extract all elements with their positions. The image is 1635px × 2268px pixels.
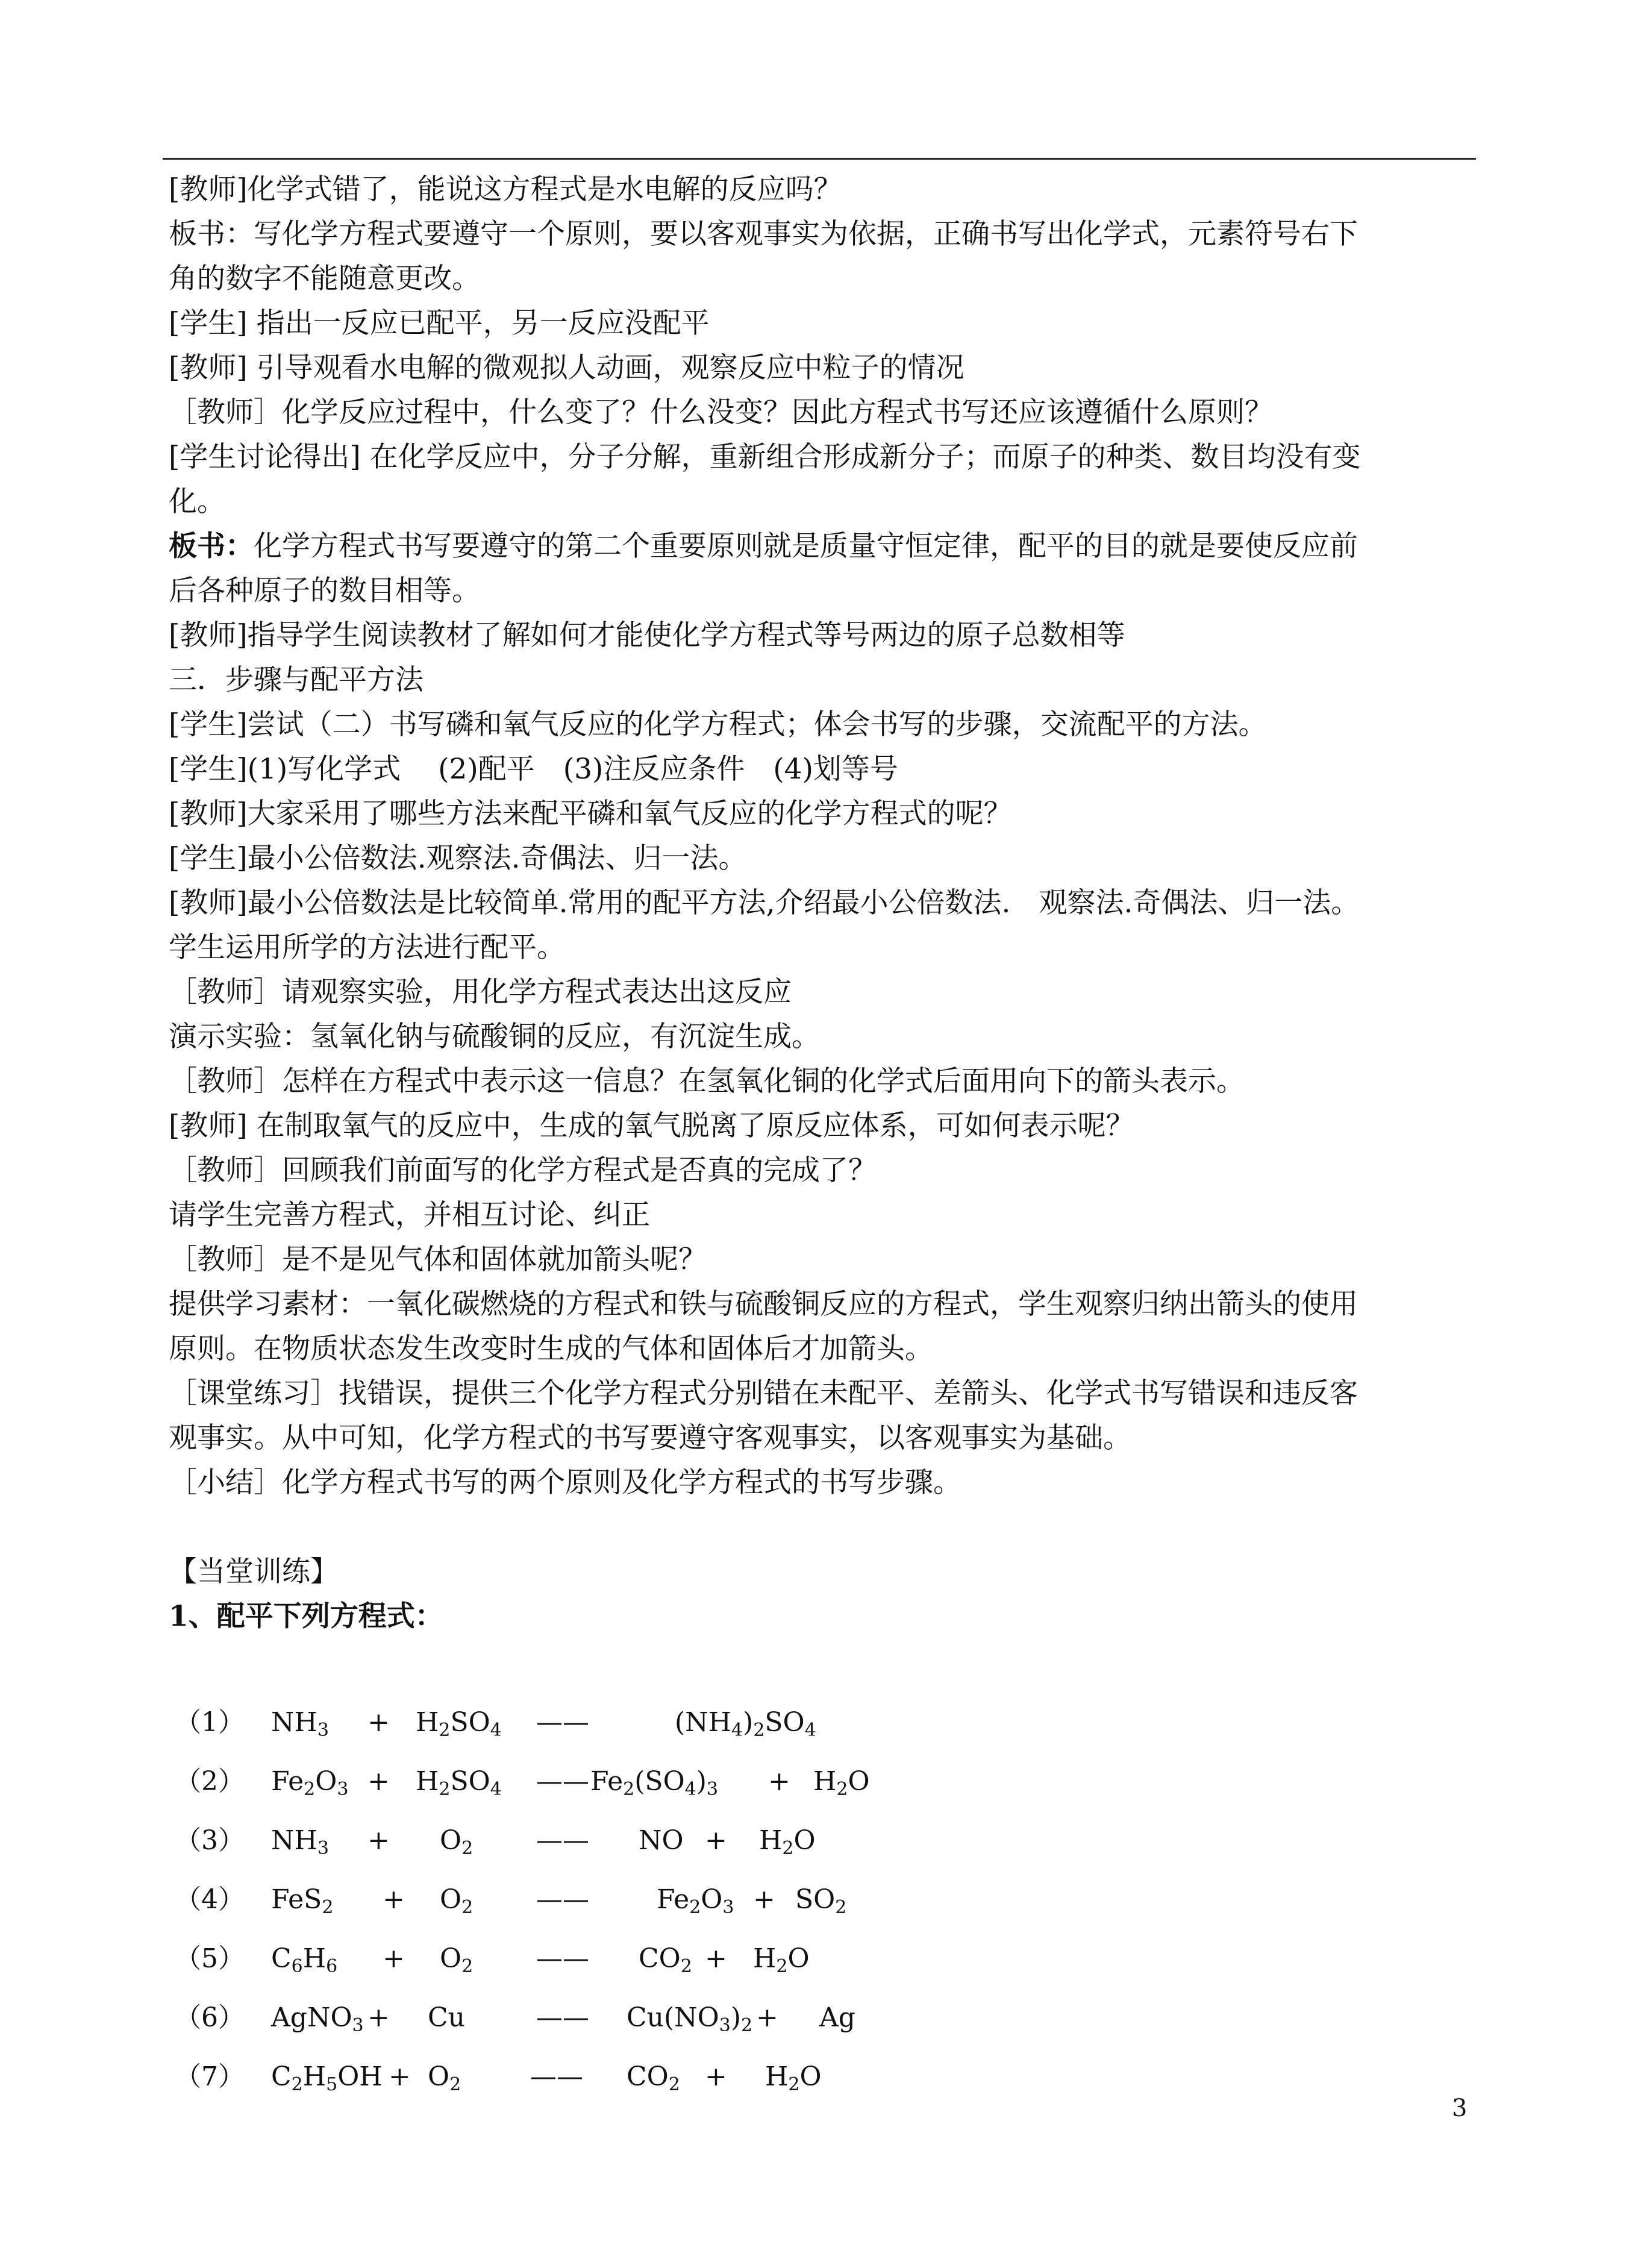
text-line: 学生运用所学的方法进行配平。 <box>169 931 565 964</box>
equation-arrow: —— <box>536 2002 589 2033</box>
text-line: 提供学习素材：一氧化碳燃烧的方程式和铁与硫酸铜反应的方程式，学生观察归纳出箭头的使用 <box>169 1288 1358 1321</box>
equation-a: $C_2H_5OH$ <box>271 2061 383 2095</box>
equation-a: AgNO$_3$ <box>271 2002 364 2036</box>
equation-num: （4） <box>175 1884 245 1915</box>
text-line: [学生讨论得出] 在化学反应中，分子分解，重新组合形成新分子；而原子的种类、数目均没有变 <box>169 440 1361 474</box>
equation-a: $NH_3$ <box>271 1825 329 1859</box>
equation-op2: + <box>705 2061 727 2092</box>
equation-op2: + <box>753 1884 775 1915</box>
equation-op1: + <box>367 1825 390 1856</box>
text-line: [教师]指导学生阅读教材了解如何才能使化学方程式等号两边的原子总数相等 <box>169 619 1125 652</box>
equation-op1: + <box>367 1707 390 1738</box>
text-line: 请学生完善方程式，并相互讨论、纠正 <box>169 1198 650 1232</box>
text-line: 演示实验：氢氧化钠与硫酸铜的反应，有沉淀生成。 <box>169 1020 820 1053</box>
equation-b: $H_2SO_4$ <box>416 1766 502 1800</box>
equation-num: （6） <box>175 2002 245 2033</box>
equation-arrow: —— <box>536 1884 589 1915</box>
board-note-prefix: 板书： <box>169 530 254 563</box>
equation-row <box>175 1693 1259 1752</box>
text-line: [学生](1)写化学式 (2)配平 (3)注反应条件 (4)划等号 <box>169 753 898 786</box>
board-note-line <box>169 524 1482 569</box>
equation-b: $O_2$ <box>440 1825 474 1859</box>
equation-a: $C_6H_6$ <box>271 1943 338 1977</box>
equation-a: $Fe_2O_3$ <box>271 1766 349 1800</box>
equation-row <box>175 1752 1259 1811</box>
text-line: 化。 <box>169 485 225 518</box>
equation-op1: + <box>367 1766 390 1797</box>
equation-row <box>175 1988 1259 2047</box>
equation-num: （7） <box>175 2061 245 2092</box>
equation-num: （1） <box>175 1707 245 1738</box>
equation-b: $O_2$ <box>428 2061 461 2095</box>
equation-num: （3） <box>175 1825 245 1856</box>
equation-num: （2） <box>175 1766 245 1797</box>
equation-d: $SO_2$ <box>795 1884 847 1918</box>
text-line: [教师] 引导观看水电解的微观拟人动画，观察反应中粒子的情况 <box>169 351 964 384</box>
text-line: ［教师］是不是见气体和固体就加箭头呢？ <box>169 1243 707 1276</box>
equation-d: $H_2O$ <box>813 1766 870 1800</box>
equation-d: $H_2O$ <box>753 1943 810 1977</box>
text-line: ［教师］回顾我们前面写的化学方程式是否真的完成了？ <box>169 1154 877 1187</box>
text-line: 后各种原子的数目相等。 <box>169 574 480 607</box>
text-line: ［教师］化学反应过程中，什么变了？什么没变？因此方程式书写还应该遵循什么原则？ <box>169 396 1273 429</box>
text-line: 角的数字不能随意更改。 <box>169 262 480 295</box>
section-title: 三．步骤与配平方法 <box>169 663 424 697</box>
equation-d: $H_2O$ <box>759 1825 816 1859</box>
equation-row <box>175 2047 1259 2107</box>
text-line: [教师] 在制取氧气的反应中，生成的氧气脱离了原反应体系，可如何表示呢？ <box>169 1109 1134 1142</box>
equation-a: FeS$_2$ <box>271 1884 334 1918</box>
board-note-text: 化学方程式书写要遵守的第二个重要原则就是质量守恒定律，配平的目的就是要使反应前 <box>254 530 1358 563</box>
equation-c: $Fe_2O_3$ <box>657 1884 734 1918</box>
equation-c: $(NH_4)_2SO_4$ <box>675 1707 816 1741</box>
equation-b: $O_2$ <box>440 1943 474 1977</box>
text-line: 观事实。从中可知，化学方程式的书写要遵守客观事实，以客观事实为基础。 <box>169 1421 1131 1455</box>
text-line: [教师]化学式错了，能说这方程式是水电解的反应吗？ <box>169 173 842 206</box>
equation-op1: + <box>383 1884 405 1915</box>
equation-arrow: —— <box>536 1943 589 1974</box>
equation-arrow: —— <box>530 2061 583 2092</box>
equation-op2: + <box>756 2002 778 2033</box>
text-line: ［小结］化学方程式书写的两个原则及化学方程式的书写步骤。 <box>169 1466 961 1499</box>
text-line: ［教师］请观察实验，用化学方程式表达出这反应 <box>169 976 792 1009</box>
equation-op2: + <box>705 1825 727 1856</box>
text-line: 原则。在物质状态发生改变时生成的气体和固体后才加箭头。 <box>169 1332 933 1365</box>
equation-c: $CO_2$ <box>639 1943 692 1977</box>
text-line: [学生] 指出一反应已配平，另一反应没配平 <box>169 307 710 340</box>
spacer <box>169 1505 1482 1550</box>
equation-op1: + <box>383 1943 405 1974</box>
equation-d: Ag <box>819 2002 855 2033</box>
page-number: 3 <box>1452 2094 1468 2122</box>
equation-list <box>175 1693 1259 2107</box>
text-line: [教师]大家采用了哪些方法来配平磷和氧气反应的化学方程式的呢？ <box>169 797 1012 830</box>
training-heading: 【当堂训练】 <box>169 1555 339 1588</box>
equation-c: $Fe_2(SO_4)_3$ <box>590 1766 719 1800</box>
equation-c: $CO_2$ <box>627 2061 680 2095</box>
lesson-body <box>169 168 1482 1639</box>
exercise-title: 1、配平下列方程式： <box>169 1600 443 1633</box>
text-line: ［教师］怎样在方程式中表示这一信息？在氢氧化铜的化学式后面用向下的箭头表示。 <box>169 1065 1245 1098</box>
text-line: 板书：写化学方程式要遵守一个原则，要以客观事实为依据，正确书写出化学式，元素符号右下 <box>169 218 1358 251</box>
text-line: [学生]尝试（二）书写磷和氧气反应的化学方程式；体会书写的步骤，交流配平的方法。 <box>169 708 1267 741</box>
text-line: [教师]最小公倍数法是比较简单.常用的配平方法,介绍最小公倍数法. 观察法.奇偶法、归一法。 <box>169 886 1360 919</box>
equation-op2: + <box>705 1943 727 1974</box>
equation-arrow: —— <box>536 1825 589 1856</box>
equation-b: Cu <box>428 2002 466 2033</box>
equation-num: （5） <box>175 1943 245 1974</box>
text-line: ［课堂练习］找错误，提供三个化学方程式分别错在未配平、差箭头、化学式书写错误和违反客 <box>169 1377 1358 1410</box>
equation-op2: + <box>768 1766 790 1797</box>
equation-arrow: —— <box>536 1766 589 1797</box>
equation-op1: + <box>389 2061 411 2092</box>
equation-row <box>175 1929 1259 1988</box>
equation-a: $NH_3$ <box>271 1707 329 1741</box>
equation-b: $O_2$ <box>440 1884 474 1918</box>
equation-c: NO <box>639 1825 684 1856</box>
equation-arrow: —— <box>536 1707 589 1738</box>
equation-row <box>175 1870 1259 1929</box>
equation-row <box>175 1811 1259 1870</box>
header-rule <box>163 158 1476 160</box>
equation-d: $H_2O$ <box>765 2061 822 2095</box>
equation-c: $Cu(NO_3)_2$ <box>627 2002 753 2036</box>
equation-b: $H_2SO_4$ <box>416 1707 502 1741</box>
text-line: [学生]最小公倍数法.观察法.奇偶法、归一法。 <box>169 842 747 875</box>
equation-op1: + <box>367 2002 390 2033</box>
